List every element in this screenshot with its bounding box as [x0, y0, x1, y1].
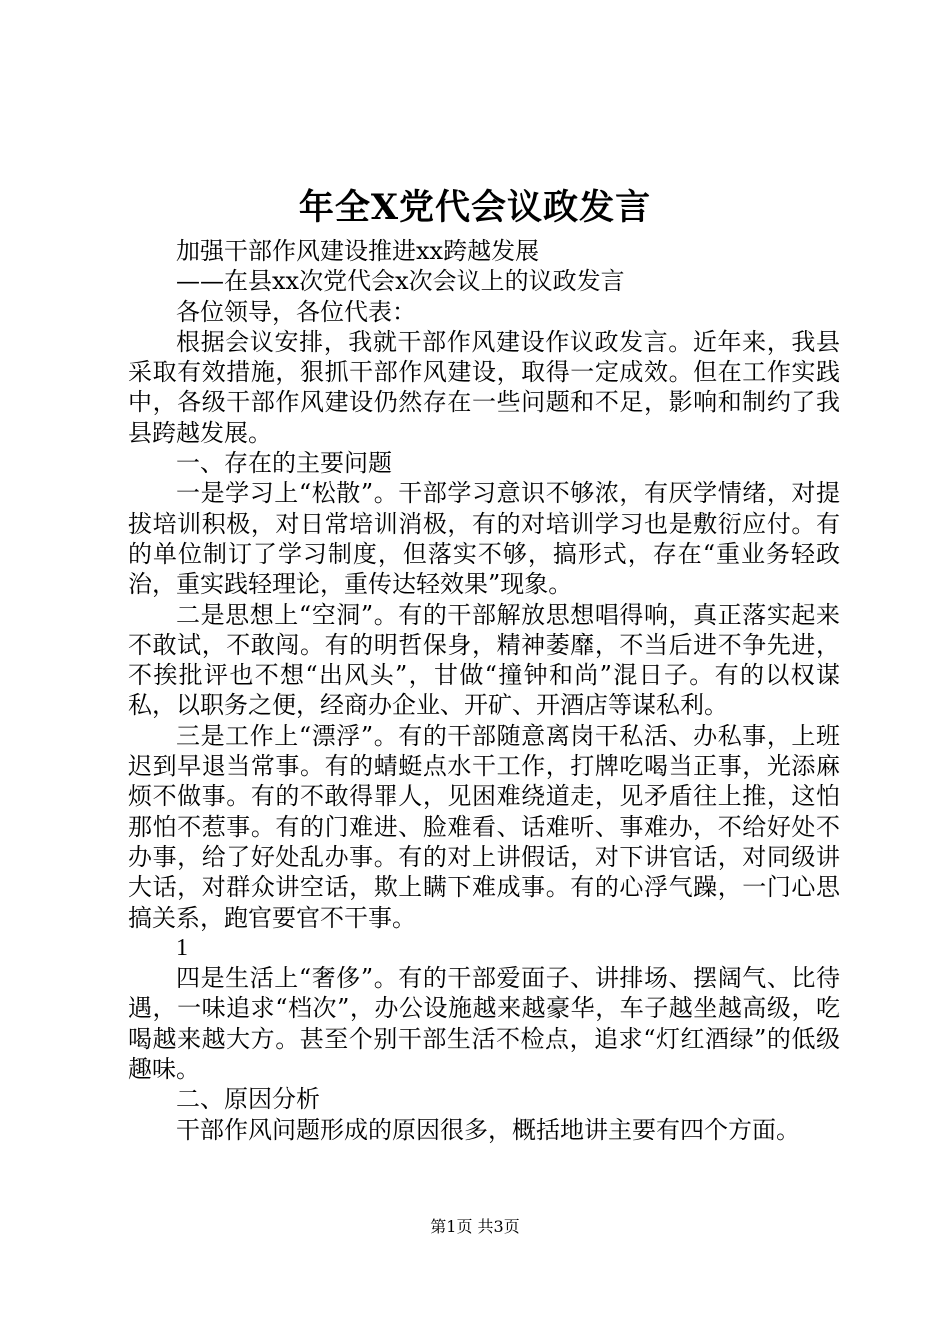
document-body — [128, 236, 840, 1145]
salutation: 各位领导，各位代表： — [176, 297, 416, 326]
intro-paragraph: 根据会议安排，我就干部作风建设作议政发言。近年来，我县采取有效措施，狠抓干部作风建设，取得一定成效。但在工作实践中，各级干部作风建设仍然存在一些问题和不足，影响和制约了我县跨越发展。 — [128, 327, 840, 447]
section-heading-causes: 二、原因分析 — [176, 1085, 320, 1114]
subtitle-occasion: ——在县xx次党代会x次会议上的议政发言 — [176, 267, 625, 296]
paragraph-work: 三是工作上“漂浮”。有的干部随意离岗干私活、办私事，上班迟到早退当常事。有的蜻蜓点水干工作，打牌吃喝当正事，光添麻烦不做事。有的不敢得罪人，见困难绕道走，见矛盾往上推，这怕那怕不惹事。有的门难进、脸难看、话难听、事难办，不给好处不办事，给了好处乱办事。有的对上讲假话，对下讲官话，对同级讲大话，对群众讲空话，欺上瞒下难成事。有的心浮气躁，一门心思搞关系，跑官要官不干事。 — [128, 721, 840, 932]
subtitle: 加强干部作风建设推进xx跨越发展 — [176, 237, 540, 265]
section-heading-problems: 一、存在的主要问题 — [176, 449, 392, 478]
page-footer: 第1页 共3页 — [430, 1217, 520, 1236]
paragraph-life: 四是生活上“奢侈”。有的干部爱面子、讲排场、摆阔气、比待遇，一味追求“档次”，办公设施越来越豪华，车子越坐越高级，吃喝越来越大方。甚至个别干部生活不检点，追求“灯红酒绿”的低级趣味。 — [128, 964, 840, 1084]
paragraph-causes: 干部作风问题形成的原因很多，概括地讲主要有四个方面。 — [176, 1115, 800, 1144]
document-title: 年全X党代会议政发言 — [298, 187, 652, 228]
paragraph-thinking: 二是思想上“空洞”。有的干部解放思想唱得响，真正落实起来不敢试，不敢闯。有的明哲保身，精神萎靡，不当后进不争先进，不挨批评也不想“出风头”，甘做“撞钟和尚”混日子。有的以权谋私，以职务之便，经商办企业、开矿、开酒店等谋私利。 — [128, 600, 840, 720]
page-break-marker: 1 — [176, 934, 188, 961]
paragraph-learning: 一是学习上“松散”。干部学习意识不够浓，有厌学情绪，对提拔培训积极，对日常培训消极，有的对培训学习也是敷衍应付。有的单位制订了学习制度，但落实不够，搞形式，存在“重业务轻政治，重实践轻理论，重传达轻效果”现象。 — [128, 479, 840, 599]
